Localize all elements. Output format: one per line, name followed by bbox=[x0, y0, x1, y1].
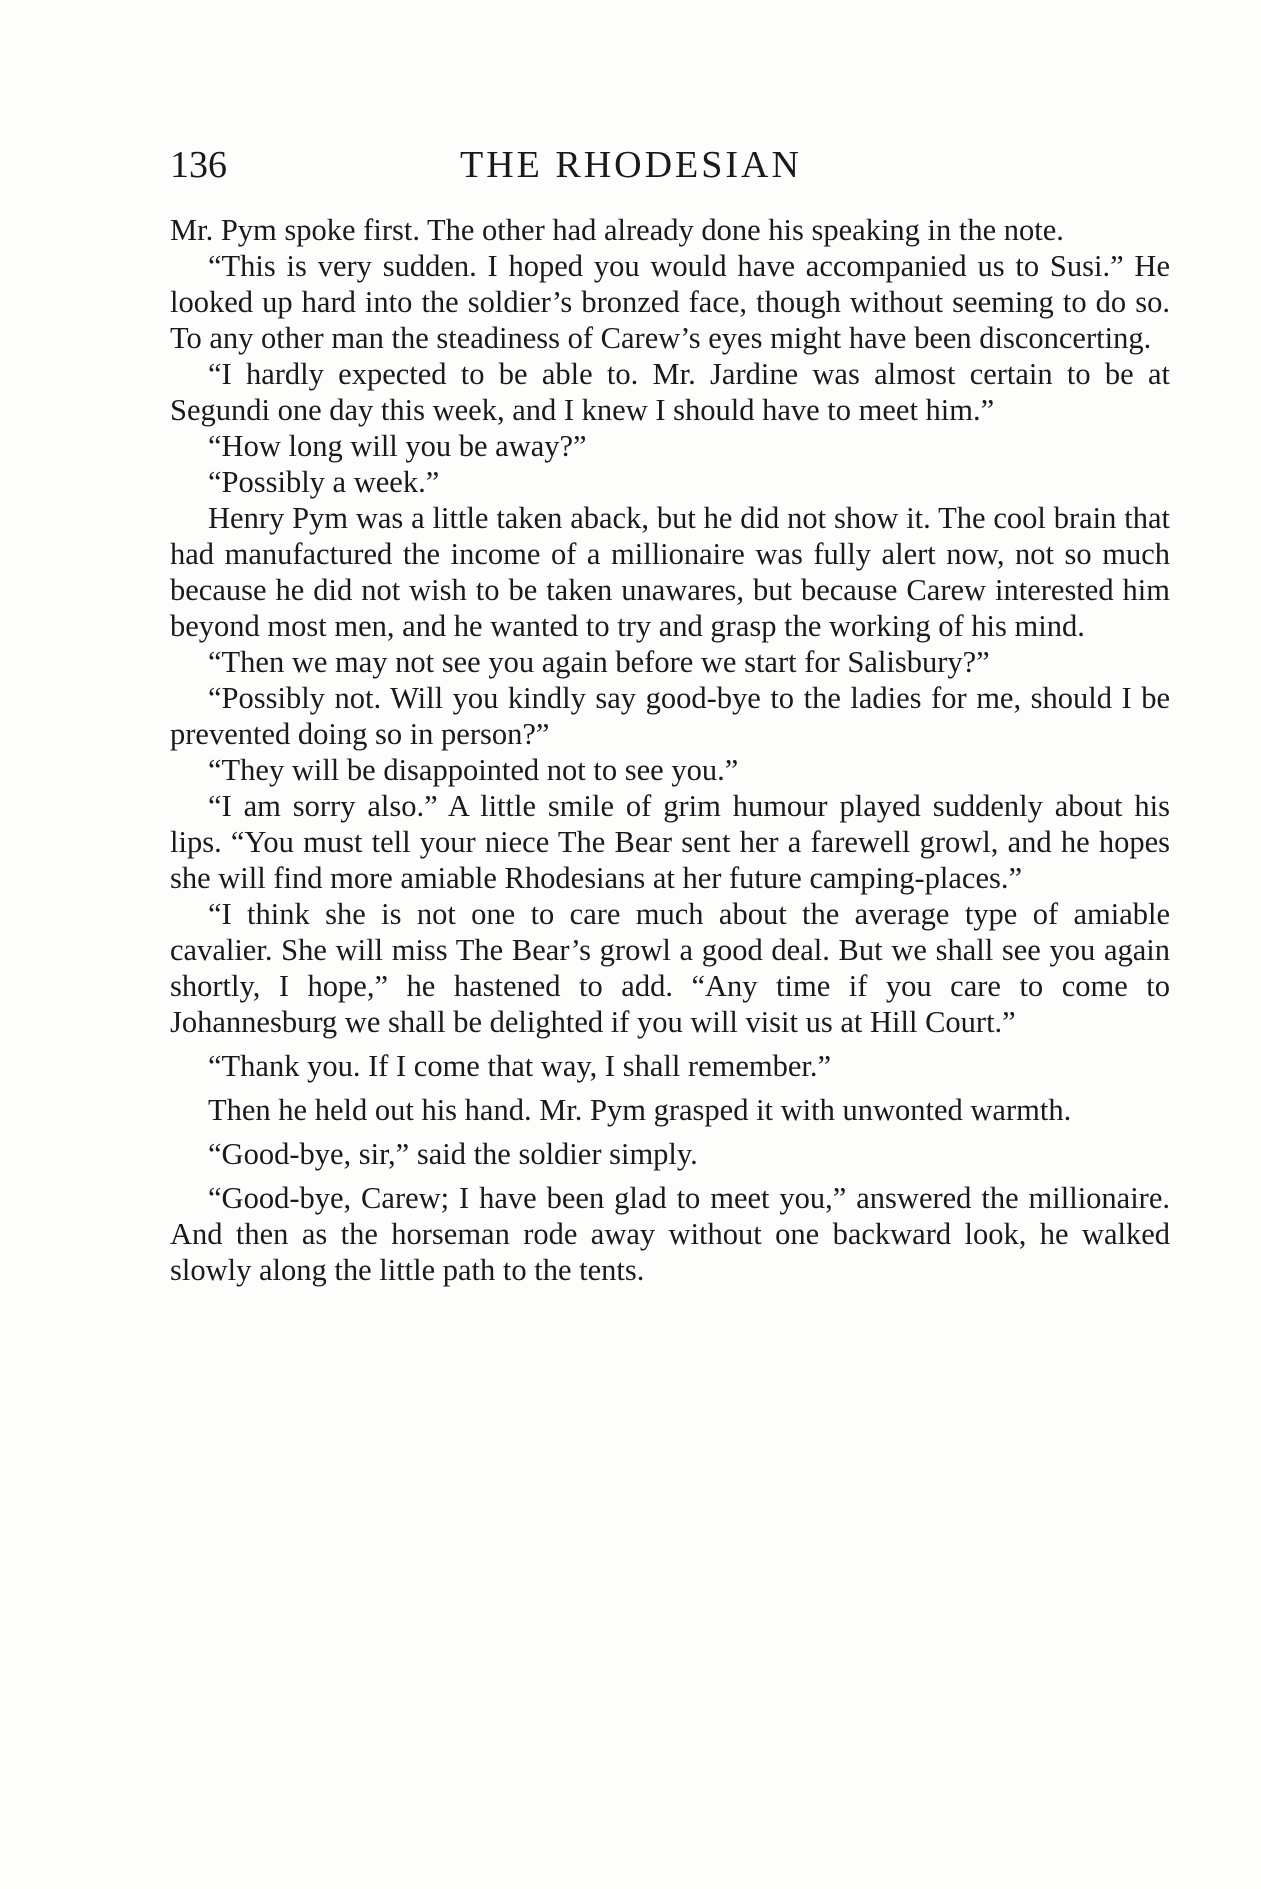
paragraph: Then he held out his hand. Mr. Pym grasped it with unwonted warmth. bbox=[208, 1093, 1072, 1127]
paragraph: “Possibly a week.” bbox=[208, 465, 440, 499]
paragraph: “Good-bye, Carew; I have been glad to meet you,” answered the millionaire. And then as the horseman rode away without one backward look, he walked slowly along the little path to the tents. bbox=[170, 1181, 1170, 1287]
paragraph: “Good-bye, sir,” said the soldier simply. bbox=[208, 1137, 698, 1171]
paragraph: “Possibly not. Will you kindly say good-bye to the ladies for me, should I be prevented doing so in person?” bbox=[170, 681, 1170, 751]
page-header bbox=[170, 140, 1170, 190]
paragraph: “I think she is not one to care much about the average type of amiable cavalier. She will miss The Bear’s growl a good deal. But we shall see you again shortly, I hope,” he hastened to add. “Any time if you care to come to Johannesburg we shall be delighted if you will visit us at Hill Court.” bbox=[170, 897, 1170, 1039]
running-title: THE RHODESIAN bbox=[460, 144, 802, 186]
body-text bbox=[170, 212, 1170, 1288]
paragraph: “They will be disappointed not to see you.” bbox=[208, 753, 739, 787]
paragraph: “How long will you be away?” bbox=[208, 429, 587, 463]
paragraph: “I am sorry also.” A little smile of grim humour played suddenly about his lips. “You must tell your niece The Bear sent her a farewell growl, and he hopes she will find more amiable Rhodesians at her future camping-places.” bbox=[170, 789, 1170, 895]
paragraph: “Thank you. If I come that way, I shall remember.” bbox=[208, 1049, 832, 1083]
page-number: 136 bbox=[170, 144, 227, 186]
paragraph: Mr. Pym spoke first. The other had already done his speaking in the note. bbox=[170, 213, 1064, 247]
paragraph: Henry Pym was a little taken aback, but he did not show it. The cool brain that had manufactured the income of a millionaire was fully alert now, not so much because he did not wish to be taken unawares, but because Carew interested him beyond most men, and he wanted to try and grasp the working of his mind. bbox=[170, 501, 1170, 643]
paragraph: “Then we may not see you again before we start for Salisbury?” bbox=[208, 645, 990, 679]
paragraph: “I hardly expected to be able to. Mr. Jardine was almost certain to be at Segundi one day this week, and I knew I should have to meet him.” bbox=[170, 357, 1170, 427]
paragraph: “This is very sudden. I hoped you would have accompanied us to Susi.” He looked up hard into the soldier’s bronzed face, though without seeming to do so. To any other man the steadiness of Carew’s eyes might have been disconcerting. bbox=[170, 249, 1170, 355]
